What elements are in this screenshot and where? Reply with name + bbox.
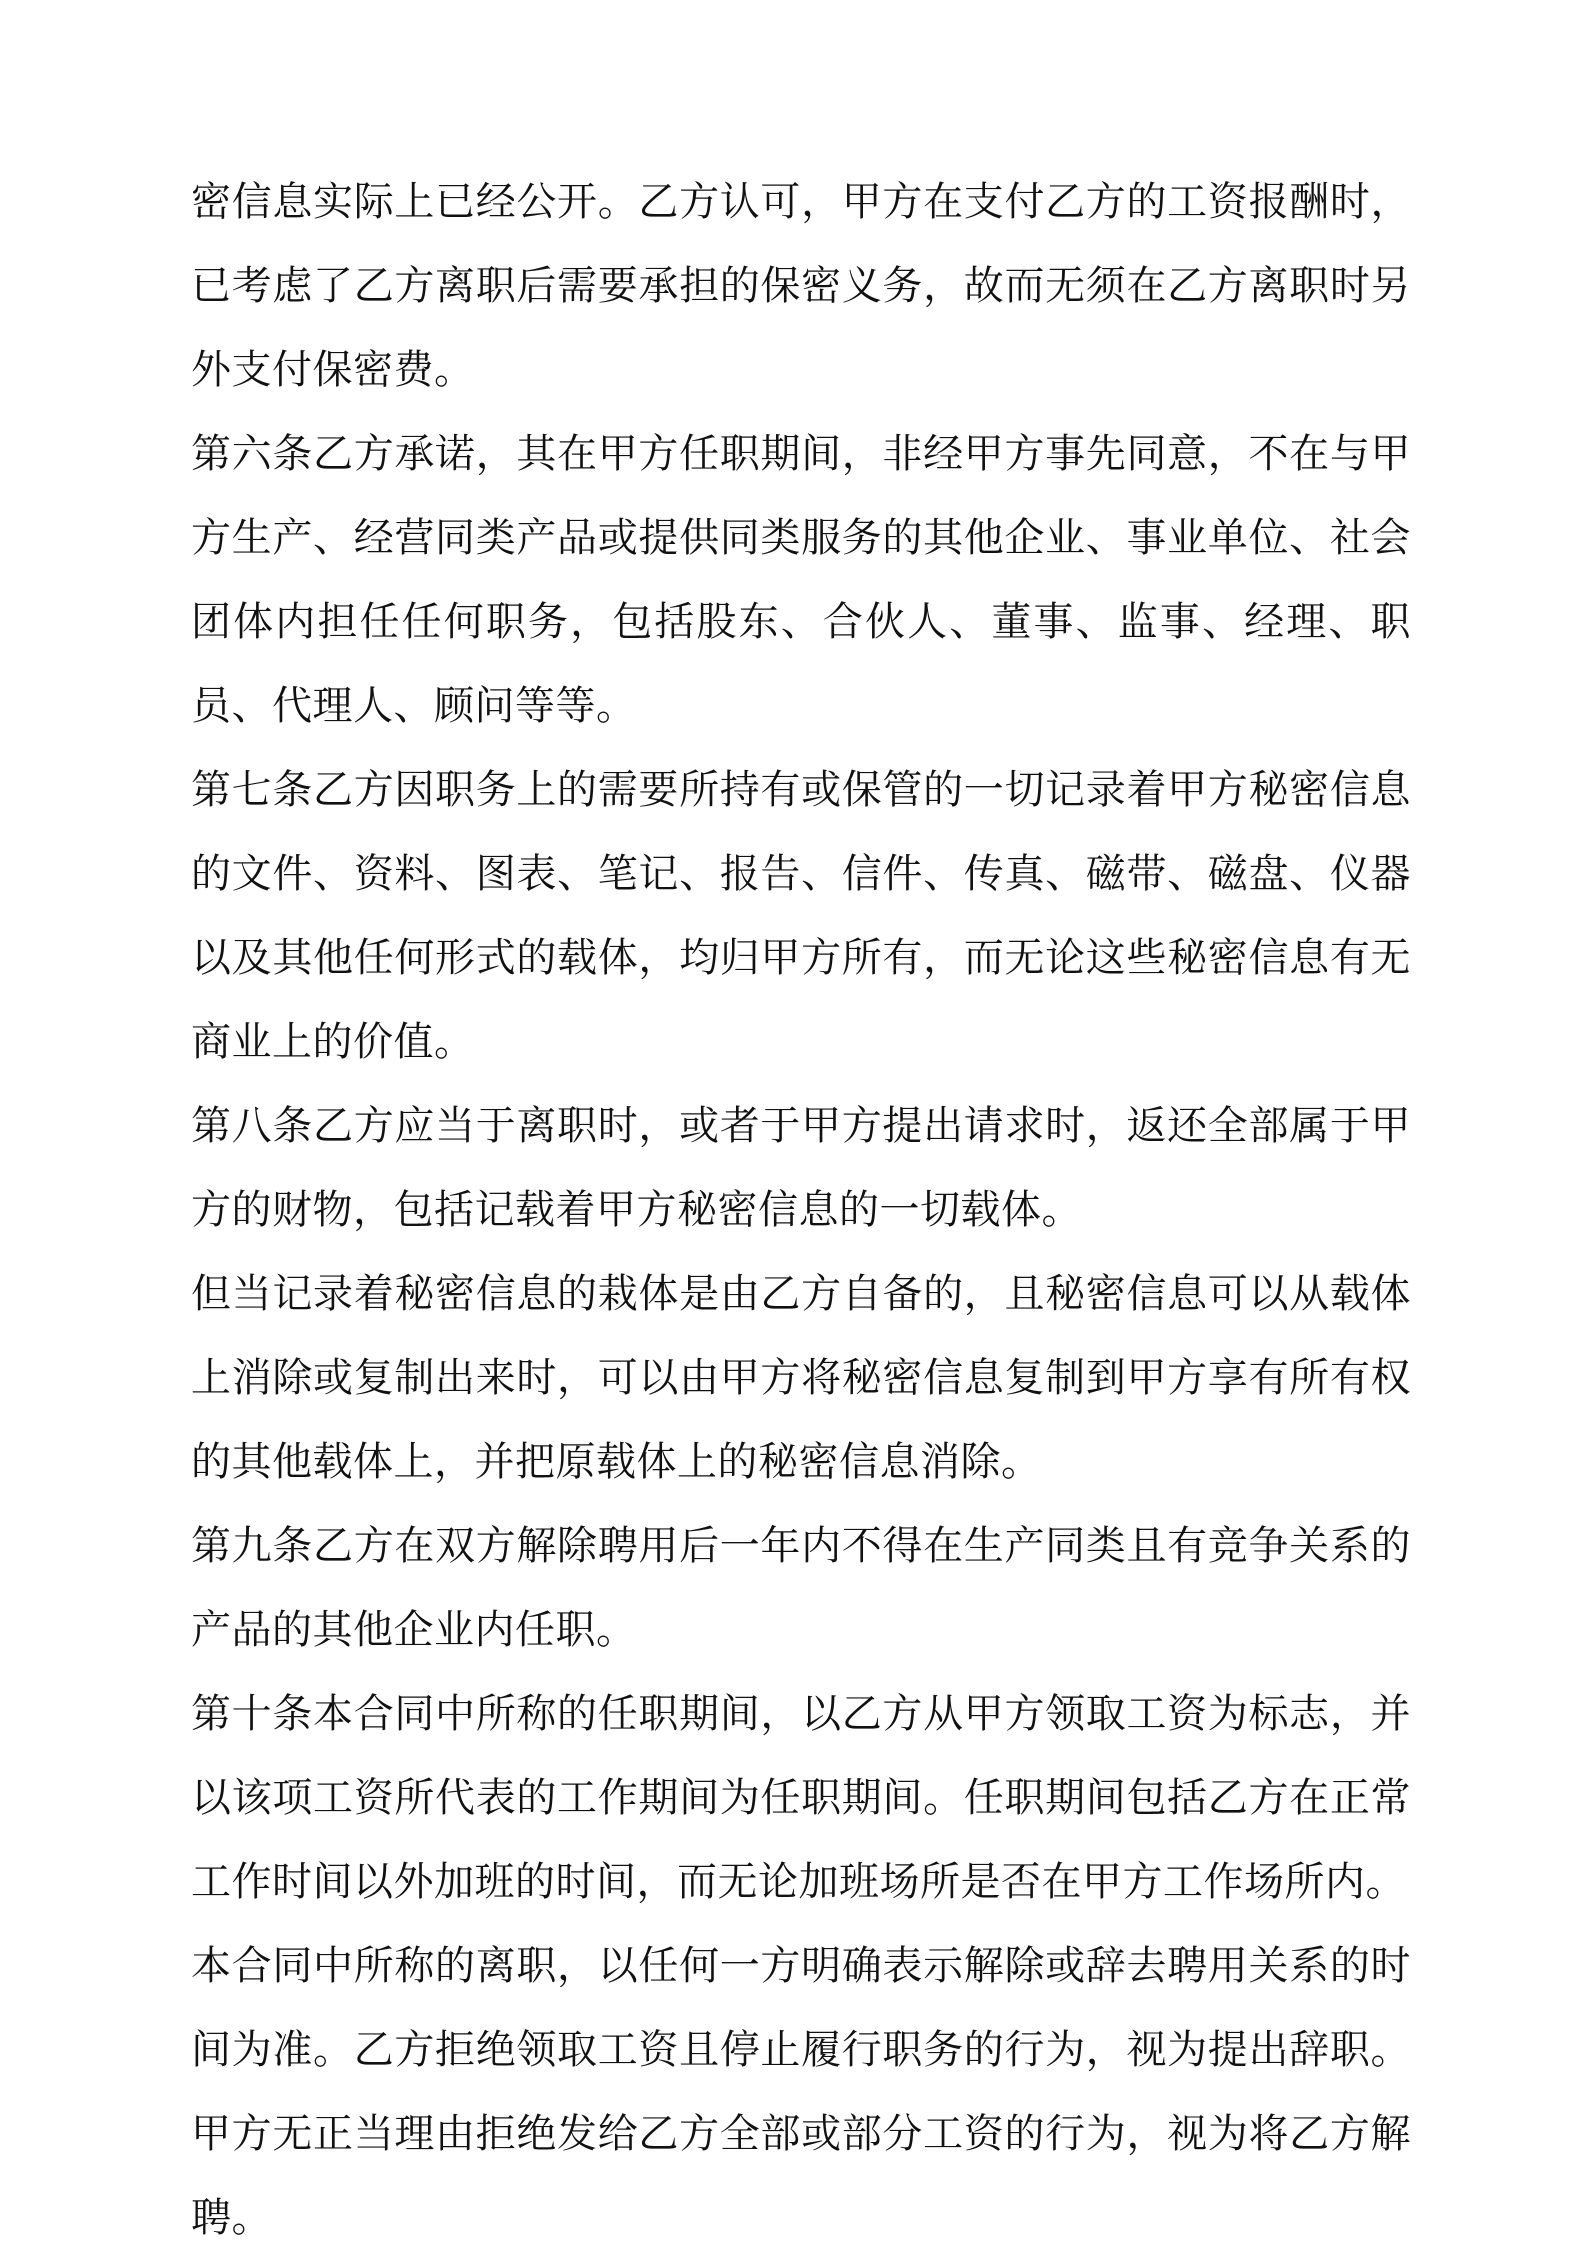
paragraph-article-9: 第九条乙方在双方解除聘用后一年内不得在生产同类且有竞争关系的产品的其他企业内任职。 — [191, 1523, 1411, 1653]
document-body — [191, 160, 1411, 2260]
paragraph-article-8-note: 但当记录着秘密信息的栽体是由乙方自备的，且秘密信息可以从载体上消除或复制出来时，可以由甲方将秘密信息复制到甲方享有所有权的其他载体上，并把原载体上的秘密信息消除。 — [191, 1271, 1411, 1485]
paragraph-article-7: 第七条乙方因职务上的需要所持有或保管的一切记录着甲方秘密信息的文件、资料、图表、笔记、报告、信件、传真、磁带、磁盘、仪器以及其他任何形式的载体，均归甲方所有，而无论这些秘密信息有无商业上的价值。 — [191, 767, 1411, 1065]
paragraph-article-8: 第八条乙方应当于离职时，或者于甲方提出请求时，返还全部属于甲方的财物，包括记载着甲方秘密信息的一切载体。 — [191, 1103, 1411, 1233]
paragraph-continuation: 密信息实际上已经公开。乙方认可，甲方在支付乙方的工资报酬时，已考虑了乙方离职后需要承担的保密义务，故而无须在乙方离职时另外支付保密费。 — [191, 179, 1411, 393]
paragraph-article-6: 第六条乙方承诺，其在甲方任职期间，非经甲方事先同意，不在与甲方生产、经营同类产品或提供同类服务的其他企业、事业单位、社会团体内担任任何职务，包括股东、合伙人、董事、监事、经理、职员、代理人、顾问等等。 — [191, 431, 1411, 729]
paragraph-article-10: 第十条本合同中所称的任职期间，以乙方从甲方领取工资为标志，并以该项工资所代表的工作期间为任职期间。任职期间包括乙方在正常工作时间以外加班的时间，而无论加班场所是否在甲方工作场所内。 — [191, 1691, 1411, 1905]
paragraph-resignation-definition: 本合同中所称的离职，以任何一方明确表示解除或辞去聘用关系的时间为准。乙方拒绝领取工资且停止履行职务的行为，视为提出辞职。甲方无正当理由拒绝发给乙方全部或部分工资的行为，视为将乙方解聘。 — [191, 1943, 1411, 2241]
